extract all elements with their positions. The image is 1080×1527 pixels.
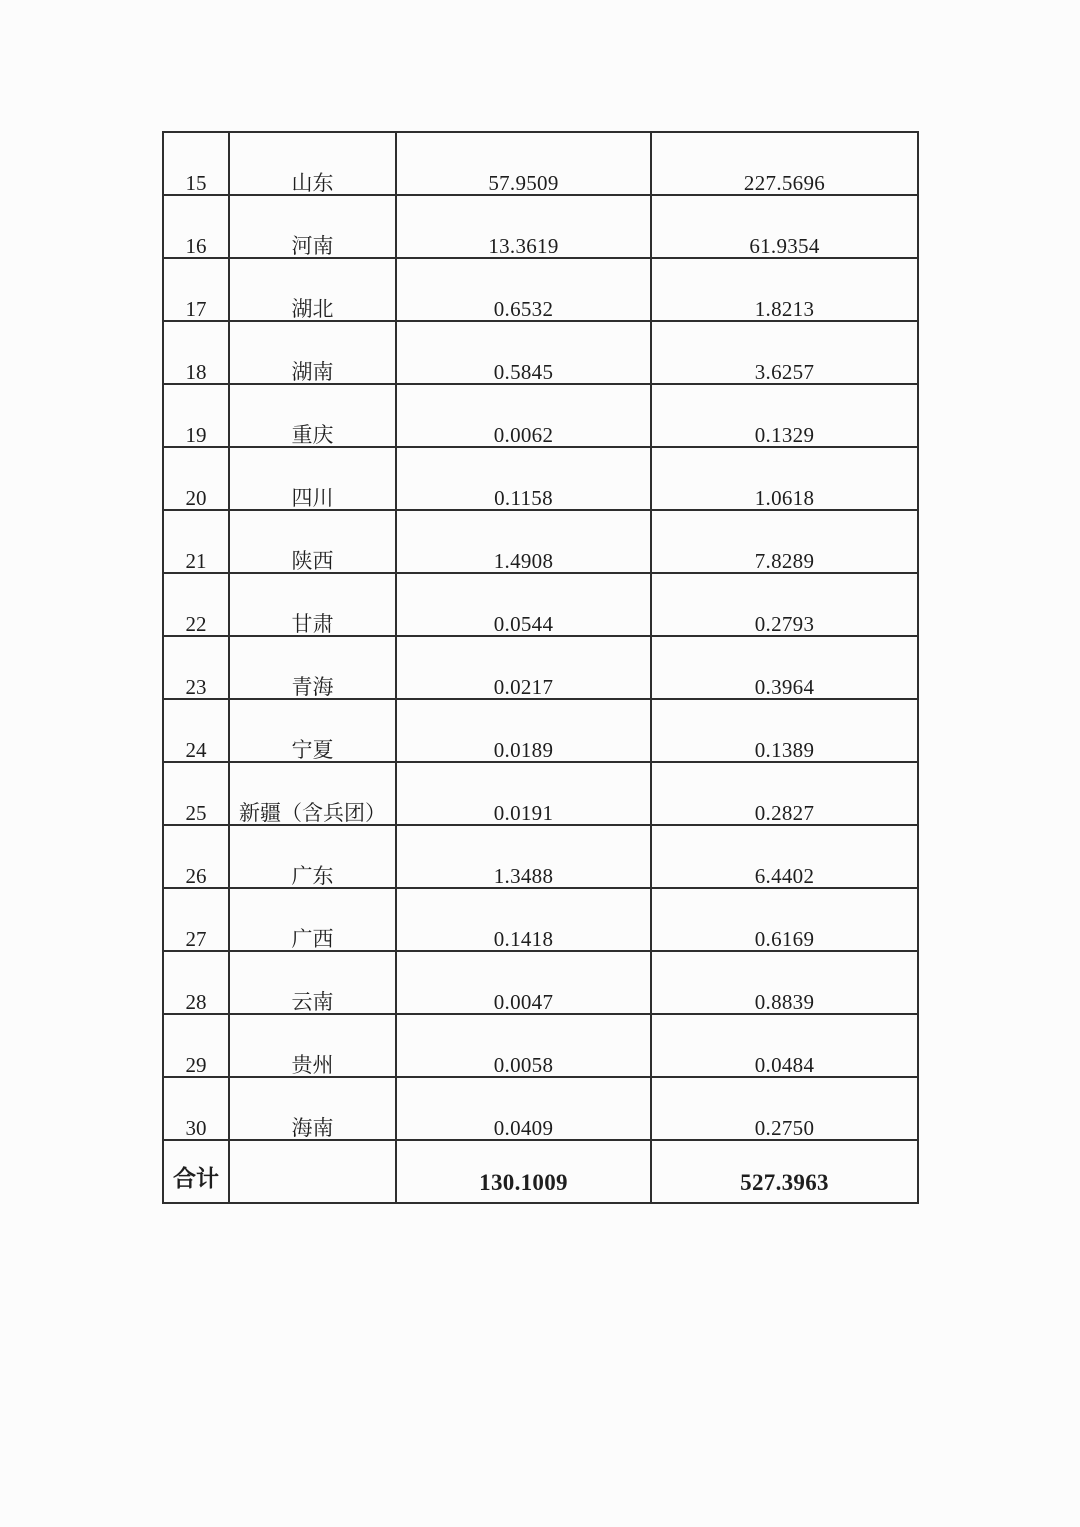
region-cell: 山东 [229, 132, 396, 195]
row-index-cell: 24 [163, 699, 229, 762]
value1-cell: 0.0047 [396, 951, 651, 1014]
value2-cell: 6.4402 [651, 825, 918, 888]
table-row [163, 699, 918, 762]
value1-cell: 0.5845 [396, 321, 651, 384]
region-cell: 新疆（含兵团） [229, 762, 396, 825]
value2-cell: 0.6169 [651, 888, 918, 951]
value2-cell: 7.8289 [651, 510, 918, 573]
region-cell: 甘肃 [229, 573, 396, 636]
row-index-cell: 19 [163, 384, 229, 447]
row-index-cell: 28 [163, 951, 229, 1014]
value1-cell: 0.0062 [396, 384, 651, 447]
row-index-cell: 25 [163, 762, 229, 825]
row-index-cell: 26 [163, 825, 229, 888]
table-row [163, 258, 918, 321]
value1-cell: 0.0058 [396, 1014, 651, 1077]
table-row [163, 195, 918, 258]
value2-cell: 0.0484 [651, 1014, 918, 1077]
row-index-cell: 20 [163, 447, 229, 510]
provinces-data-table [162, 131, 919, 1204]
region-cell: 四川 [229, 447, 396, 510]
value1-cell: 57.9509 [396, 132, 651, 195]
value1-cell: 0.0544 [396, 573, 651, 636]
value2-cell: 0.1329 [651, 384, 918, 447]
row-index-cell: 27 [163, 888, 229, 951]
table-row [163, 762, 918, 825]
table-row [163, 1014, 918, 1077]
region-cell: 青海 [229, 636, 396, 699]
region-cell: 贵州 [229, 1014, 396, 1077]
value2-cell: 61.9354 [651, 195, 918, 258]
region-cell: 湖南 [229, 321, 396, 384]
value2-cell: 0.3964 [651, 636, 918, 699]
value1-cell: 0.0191 [396, 762, 651, 825]
value2-cell: 0.8839 [651, 951, 918, 1014]
region-cell: 广西 [229, 888, 396, 951]
value1-cell: 0.6532 [396, 258, 651, 321]
value1-cell: 0.0409 [396, 1077, 651, 1140]
region-cell: 云南 [229, 951, 396, 1014]
table-row [163, 132, 918, 195]
row-index-cell: 29 [163, 1014, 229, 1077]
table-row [163, 447, 918, 510]
row-index-cell: 21 [163, 510, 229, 573]
value2-cell: 227.5696 [651, 132, 918, 195]
value2-cell: 1.8213 [651, 258, 918, 321]
value2-cell: 1.0618 [651, 447, 918, 510]
table-row [163, 321, 918, 384]
table-row [163, 510, 918, 573]
value1-cell: 0.0217 [396, 636, 651, 699]
row-index-cell: 23 [163, 636, 229, 699]
table-row [163, 573, 918, 636]
table-row [163, 384, 918, 447]
value1-cell: 13.3619 [396, 195, 651, 258]
region-cell: 河南 [229, 195, 396, 258]
table-row [163, 1077, 918, 1140]
total-region-cell [229, 1140, 396, 1203]
row-index-cell: 17 [163, 258, 229, 321]
value1-cell: 1.3488 [396, 825, 651, 888]
row-index-cell: 16 [163, 195, 229, 258]
value1-cell: 0.1418 [396, 888, 651, 951]
table-row [163, 636, 918, 699]
value1-cell: 0.0189 [396, 699, 651, 762]
row-index-cell: 15 [163, 132, 229, 195]
table-row [163, 825, 918, 888]
table-body [163, 132, 918, 1203]
value2-cell: 0.1389 [651, 699, 918, 762]
total-value2-cell: 527.3963 [651, 1140, 918, 1203]
value2-cell: 0.2827 [651, 762, 918, 825]
value1-cell: 1.4908 [396, 510, 651, 573]
table-row [163, 951, 918, 1014]
value1-cell: 0.1158 [396, 447, 651, 510]
region-cell: 海南 [229, 1077, 396, 1140]
value2-cell: 3.6257 [651, 321, 918, 384]
table-row [163, 888, 918, 951]
row-index-cell: 22 [163, 573, 229, 636]
total-value1-cell: 130.1009 [396, 1140, 651, 1203]
region-cell: 陕西 [229, 510, 396, 573]
row-index-cell: 30 [163, 1077, 229, 1140]
region-cell: 重庆 [229, 384, 396, 447]
row-index-cell: 18 [163, 321, 229, 384]
value2-cell: 0.2750 [651, 1077, 918, 1140]
value2-cell: 0.2793 [651, 573, 918, 636]
region-cell: 湖北 [229, 258, 396, 321]
table-total-row [163, 1140, 918, 1203]
total-label-cell: 合计 [163, 1140, 229, 1203]
region-cell: 广东 [229, 825, 396, 888]
region-cell: 宁夏 [229, 699, 396, 762]
